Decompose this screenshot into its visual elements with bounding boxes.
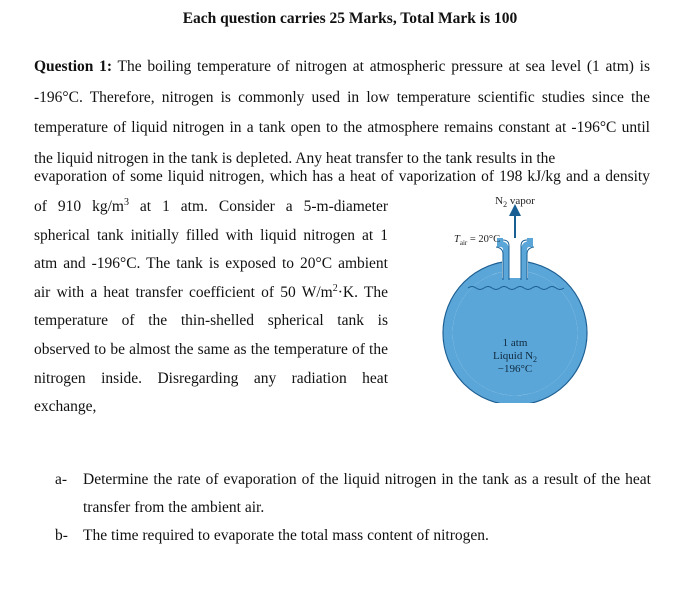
density-exponent: 3 <box>123 196 129 208</box>
pressure-label: 1 atm <box>502 337 528 349</box>
h-exponent: 2 <box>332 282 338 294</box>
liquid-temperature-label: −196°C <box>497 363 533 375</box>
vapor-label: $N_2$ vapor <box>495 195 535 209</box>
item-marker: a- <box>55 471 68 488</box>
density-text: of 910 kg/m <box>34 198 124 215</box>
question-intro <box>34 52 650 174</box>
sub-questions <box>55 466 651 550</box>
question-wrapped-text <box>34 193 388 422</box>
question-intro-text: The boiling temperature of nitrogen at atmospheric pressure at sea level (1 atm) is -196°C. Therefore, nitrogen is commonly used in low temperature scientific studies since the temperature of liquid nitrogen in a tank open to the atmosphere remains constant at -196°C until the liquid nitrogen in the tank is depleted. Any heat transfer to the tank results in the <box>34 58 650 167</box>
air-temperature-label: $T_{air} = 20^\circ C$ <box>454 234 501 247</box>
tank-figure <box>430 188 600 403</box>
page-header: Each question carries 25 Marks, Total Mark is 100 <box>182 10 518 27</box>
sub-question-a <box>55 466 651 522</box>
item-text: Determine the rate of evaporation of the liquid nitrogen in the tank as a result of the heat transfer from the ambient air. <box>83 471 651 516</box>
question-line-5: evaporation of some liquid nitrogen, which has a heat of vaporization of 198 kJ/kg and a density <box>34 168 650 185</box>
question-label: Question 1: <box>34 58 113 75</box>
sub-question-b <box>55 522 651 550</box>
liquid-label: Liquid $N_2$ <box>492 350 538 364</box>
conditions-text: at 1 atm. Consider a 5-m-diameter spherical tank initially filled with liquid nitrogen at 1 atm and -196°C. The tank is exposed to 20°C ambient air with a heat transfer coefficient of 50 W/m <box>34 198 388 301</box>
closing-text: ·K. The temperature of the thin-shelled spherical tank is observed to be almost the same as the temperature of the nitrogen inside. Disregarding any radiation heat exchange, <box>34 283 388 416</box>
item-text: The time required to evaporate the total mass content of nitrogen. <box>83 527 489 544</box>
item-marker: b- <box>55 527 68 544</box>
